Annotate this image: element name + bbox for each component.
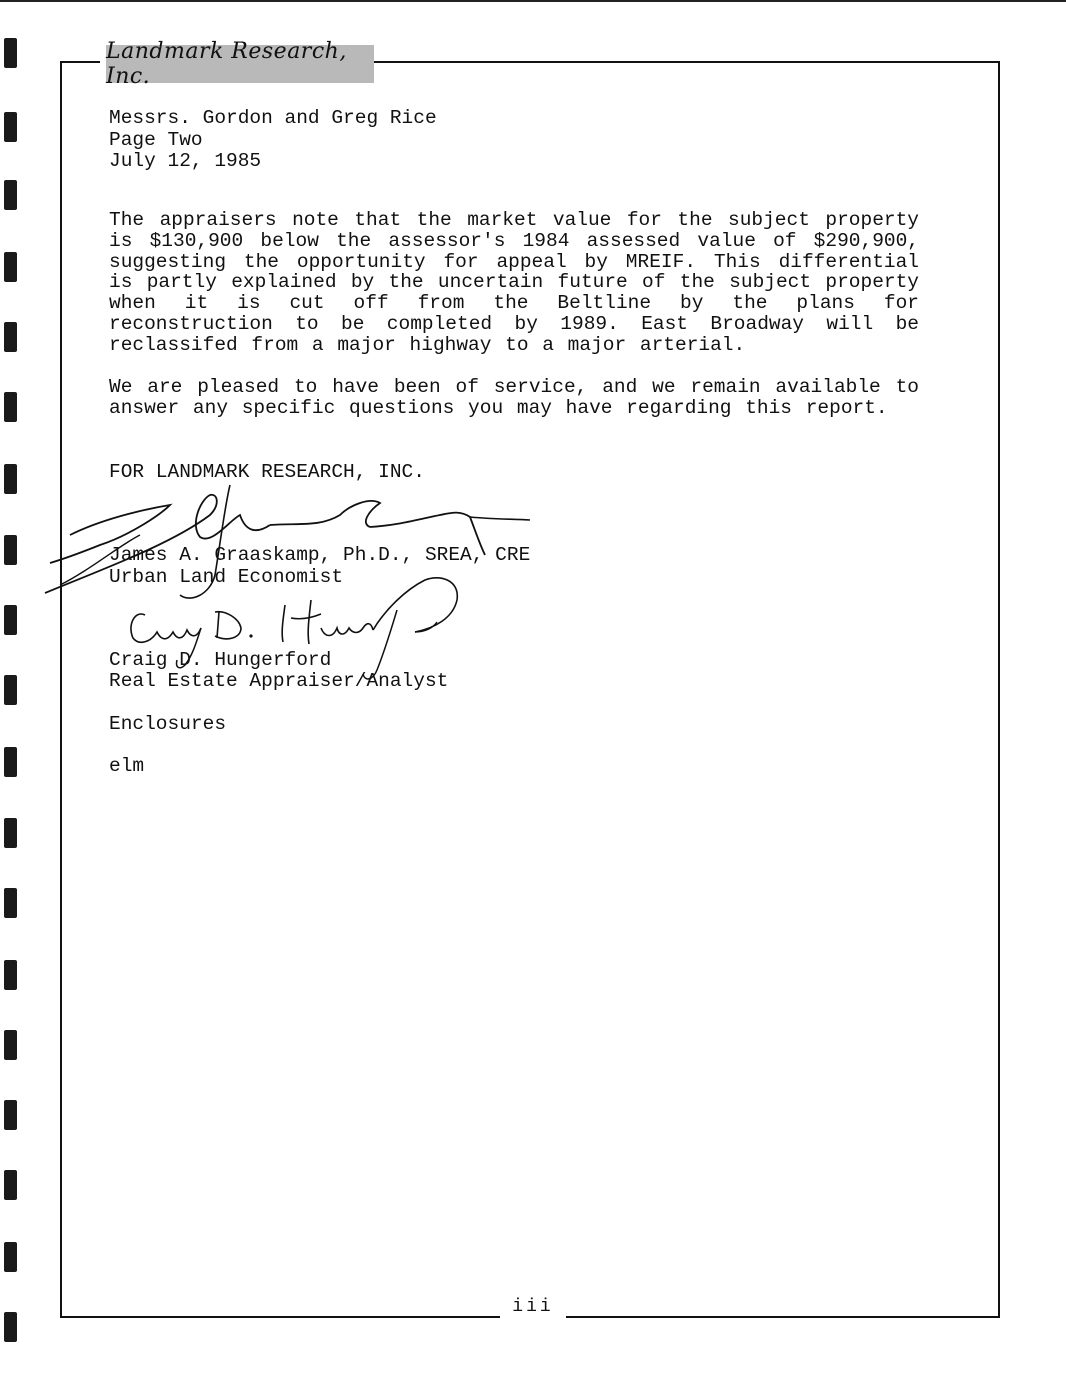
- letter-date: July 12, 1985: [109, 150, 262, 172]
- recipient-line: Messrs. Gordon and Greg Rice: [109, 107, 437, 129]
- letterhead-logo: Landmark Research, Inc.: [106, 45, 374, 83]
- signatory-2-name: Craig D. Hungerford: [109, 649, 332, 671]
- signatory-1-name: James A. Graaskamp, Ph.D., SREA, CRE: [109, 544, 531, 566]
- closing-line: FOR LANDMARK RESEARCH, INC.: [109, 461, 425, 483]
- page-label: Page Two: [109, 129, 203, 151]
- page-number: iii: [512, 1297, 554, 1317]
- typist-initials: elm: [109, 755, 145, 777]
- body-paragraph-2: We are pleased to have been of service, and we remain available to answer any specific questions you may have regarding this report.: [109, 376, 919, 419]
- enclosures-note: Enclosures: [109, 713, 227, 735]
- body-paragraph-1: The appraisers note that the market value for the subject property is $130,900 below the assessor's 1984 assessed value of $290,900, suggesting the opportunity for appeal by MREIF. This differential is partly explained by the uncertain future of the subject property when it is cut off from the Beltline by the plans for reconstruction to be completed by 1989. East Broadway will be reclassifed from a major highway to a major arterial.: [109, 209, 919, 356]
- page-top-edge: [0, 0, 1066, 2]
- binding-holes: [4, 30, 18, 1370]
- signatory-1-title: Urban Land Economist: [109, 566, 344, 588]
- signatory-2-title: Real Estate Appraiser/Analyst: [109, 670, 449, 692]
